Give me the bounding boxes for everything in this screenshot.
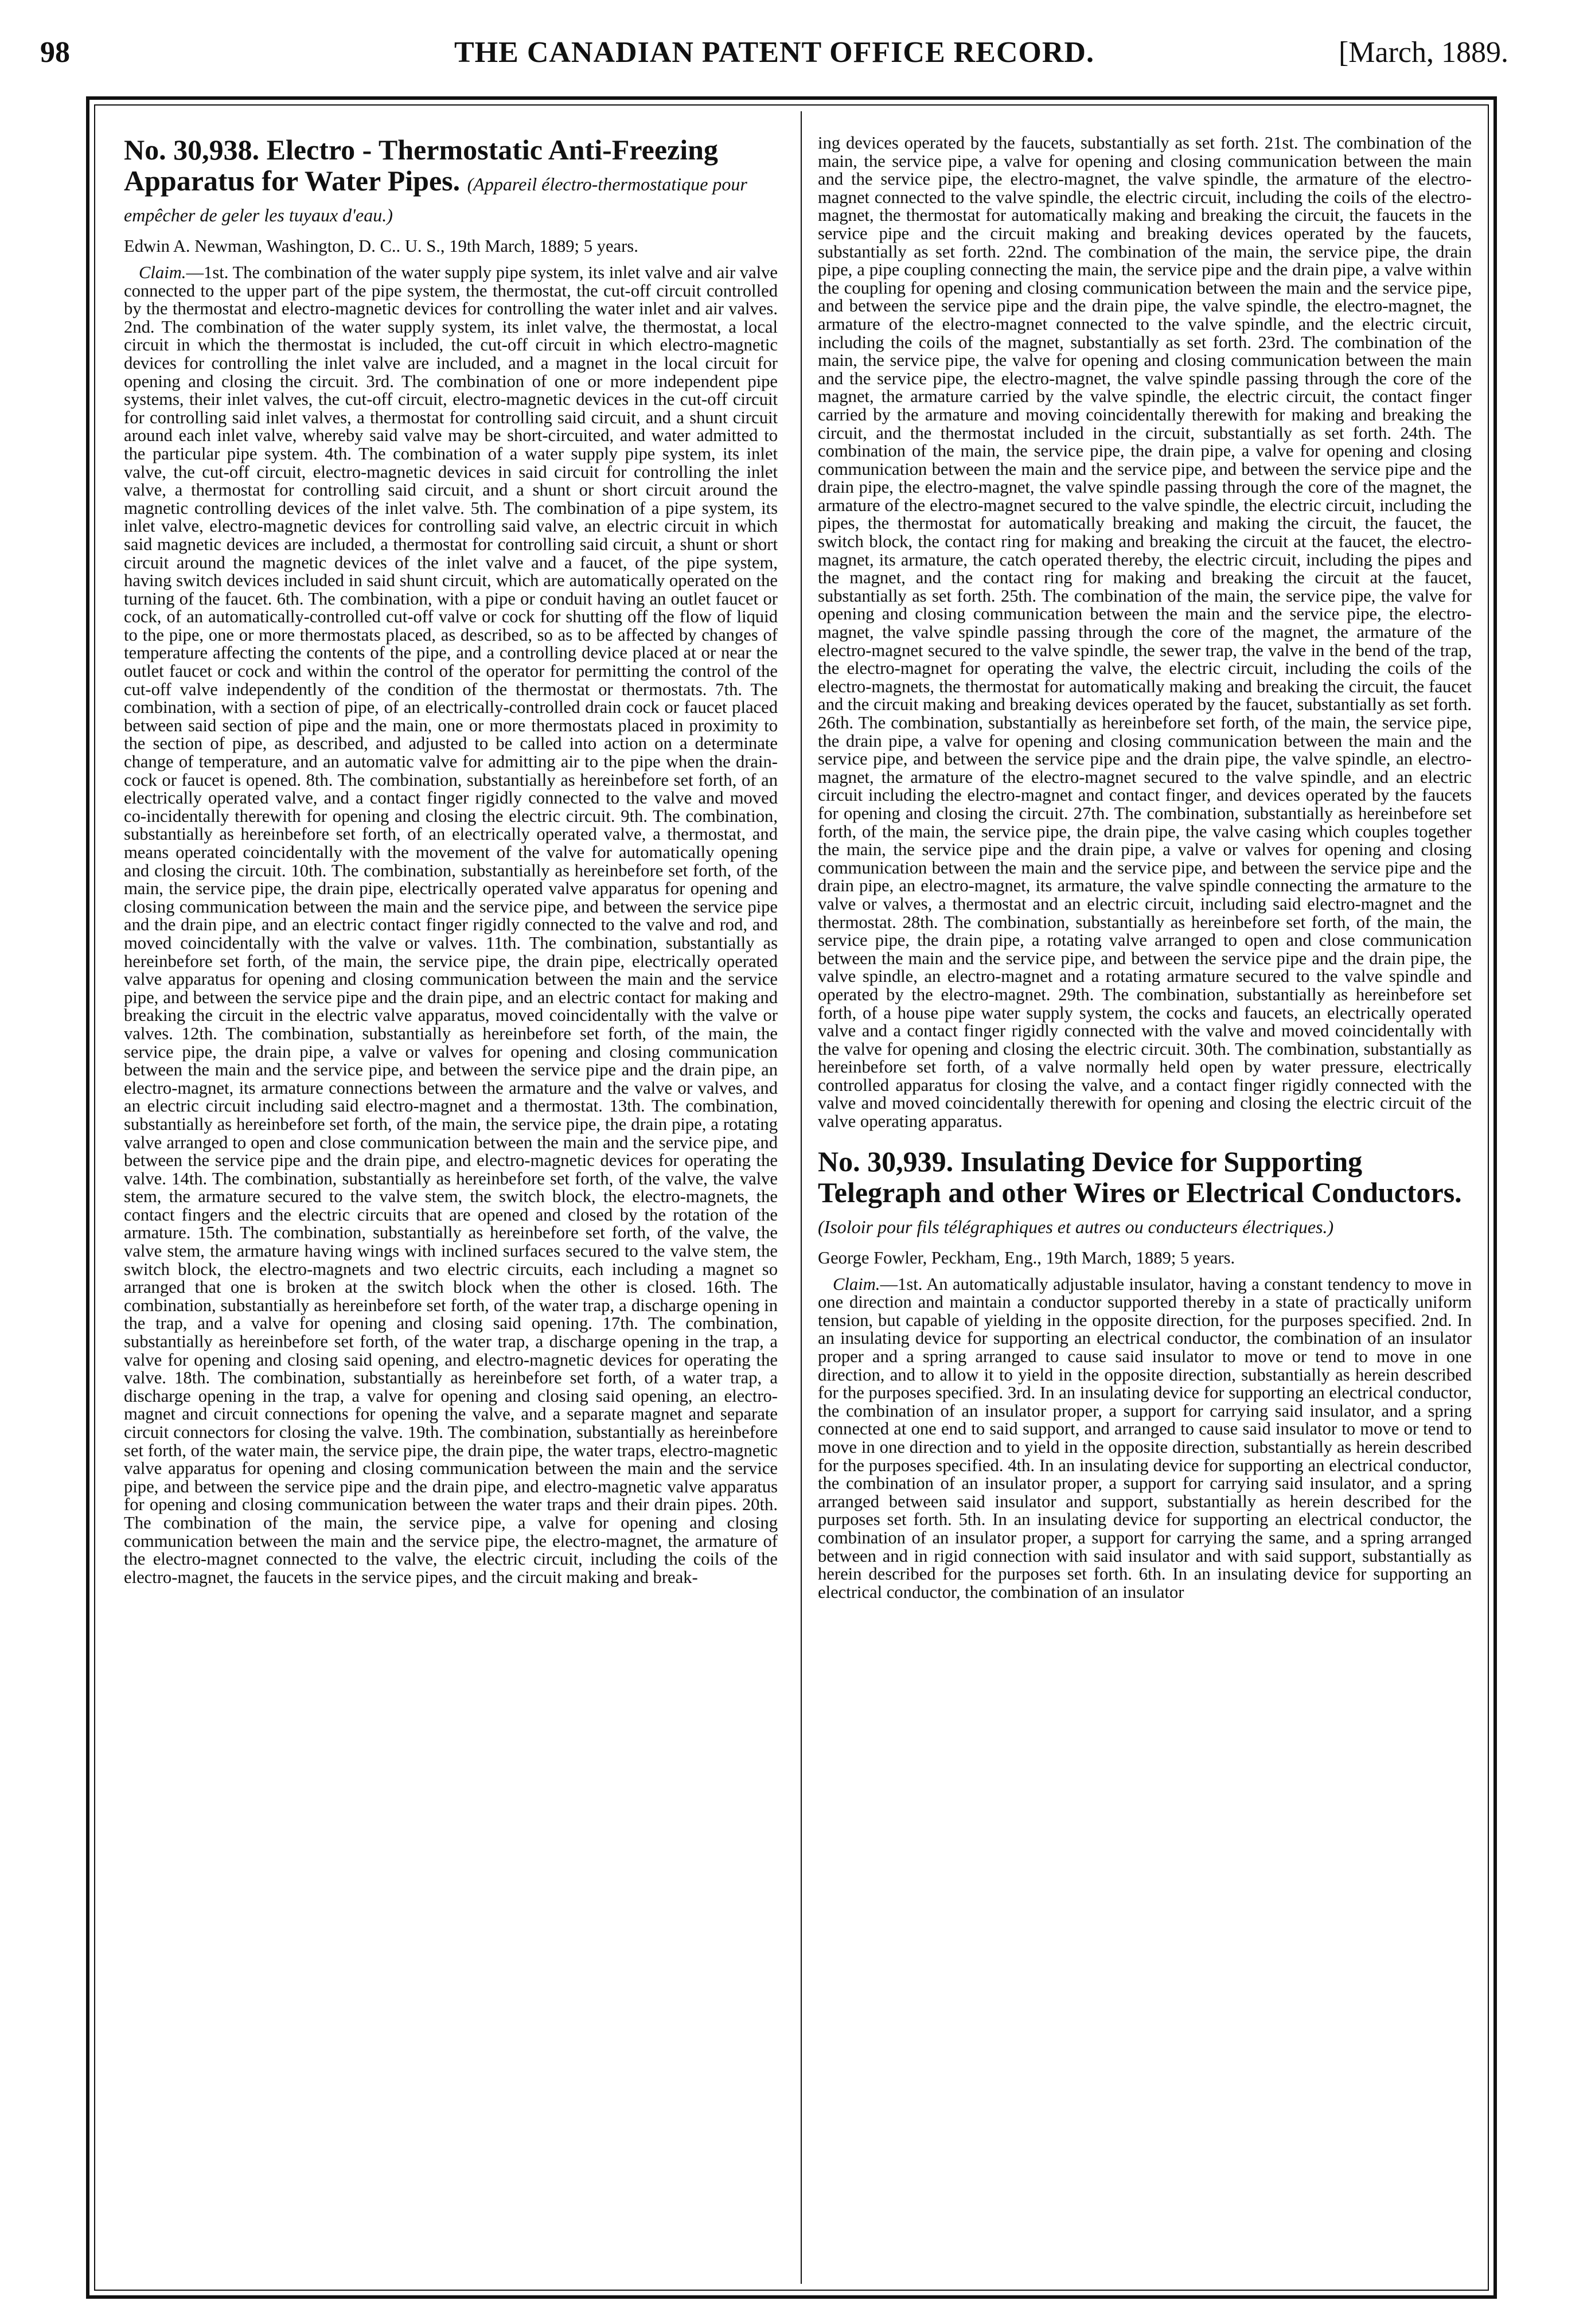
claim-label: Claim.	[139, 263, 186, 282]
page-frame	[86, 96, 1497, 2299]
patent-french-title: (Isoloir pour fils télégraphiques et autres ou conducteurs électriques.)	[818, 1216, 1334, 1237]
column-divider	[801, 111, 802, 2284]
patent-claims	[124, 264, 778, 1586]
patent-grantee: Edwin A. Newman, Washington, D. C.. U. S., 19th March, 1889; 5 years.	[124, 236, 638, 256]
claim-label: Claim.	[833, 1274, 880, 1294]
patent-number: No. 30,939.	[818, 1145, 954, 1177]
patent-claims	[818, 1276, 1472, 1602]
patent-grantee: George Fowler, Peckham, Eng., 19th March, 1889; 5 years.	[818, 1247, 1235, 1268]
claims-text: —1st. The combination of the water supply pipe system, its inlet valve and air valve connected to the upper part of the pipe system, the thermostat, the cut-off circuit controlled by the thermostat and electro-magnetic devices for controlling the water inlet and air valves. 2nd. The combination of the water supply system, its inlet valve, the thermostat, a local circuit in which the thermostat is included, the cut-off circuit in which electro-magnetic devices for controlling the inlet valve are included, and a magnet in the local circuit for opening and closing the circuit. 3rd. The combination of one or more independent pipe systems, their inlet valves, the cut-off circuit, electro-magnetic devices in the cut-off circuit for controlling said inlet valves, a thermostat for controlling said circuit, and a shunt circuit around each inlet valve, whereby said valve may be short-circuited, and water admitted to the particular pipe system. 4th. The combination of a water supply pipe system, its inlet valve, the cut-off circuit, electro-magnetic devices in said circuit for controlling the inlet valve, a thermostat for controlling said circuit, and a shunt or short circuit around the magnetic controlling devices of the inlet valve. 5th. The combination of a pipe system, its inlet valve, electro-magnetic devices for controlling said valve, an electric circuit in which said magnetic devices are included, a thermostat for controlling said circuit, a shunt or short circuit around the magnetic devices of the inlet valve and a faucet, of the pipe system, having switch devices included in said shunt circuit, which are automatically operated on the turning of the faucet. 6th. The combination, with a pipe or conduit having an outlet faucet or cock, of an automatically-controlled cut-off valve or cock for shutting off the flow of liquid to the pipe, one or more thermostats placed, as described, so as to be affected by changes of temperature affecting the contents of the pipe, and a controlling device placed at or near the outlet faucet or cock and within the control of the operator for permitting the control of the cut-off valve independently of the condition of the thermostat or thermostats. 7th. The combination, with a section of pipe, of an electrically-controlled drain cock or faucet placed between said section of pipe and the main, one or more thermostats placed in proximity to the section of pipe, as described, and adjusted to be called into action on a determinate change of temperature, and an automatic valve for admitting air to the pipe when the drain-cock or faucet is opened. 8th. The combination, substantially as hereinbefore set forth, of an electrically operated valve, and a contact finger rigidly connected to the valve and moved co-incidentally therewith for opening and closing the electric circuit. 9th. The combination, substantially as hereinbefore set forth, of an electrically operated valve, a thermostat, and means operated coincidentally with the movement of the valve for automatically opening and closing the circuit. 10th. The combination, substantially as hereinbefore set forth, of the main, the service pipe, the drain pipe, electrically operated valve apparatus for opening and closing communication between the main and the service pipe, and between the service pipe and the drain pipe, and an electric contact finger rigidly connected to the valve and rod, and moved coincidentally with the valve or valves. 11th. The combination, substantially as hereinbefore set forth, of the main, the service pipe, the drain pipe, electrically operated valve apparatus for opening and closing communication between the main and the service pipe, and between the service pipe and the drain pipe, and an electric contact for making and breaking the circuit in the electric valve apparatus, moved coincidentally with the valve or valves. 12th. The combination, substantially as hereinbefore set forth, of the main, the service pipe, the drain pipe, a valve or valves for opening and closing communication between the main and the service pipe, and between the service pipe and the drain pipe, an electro-magnet, its armature connections between the armature and the valve or valves, and an electric circuit including said electro-magnet and a thermostat. 13th. The combination, substantially as hereinbefore set forth, of the main, the service pipe, the drain pipe, a rotating valve arranged to open and close communication between the main and the service pipe, and between the service pipe and the drain pipe, and electro-magnetic devices for operating the valve. 14th. The combination, substantially as hereinbefore set forth, of the valve, the valve stem, the armature secured to the valve stem, the switch block, the electro-magnets, the contact fingers and the electric circuits that are opened and closed by the rotation of the armature. 15th. The combination, substantially as hereinbefore set forth, of the valve, the valve stem, the armature having wings with inclined surfaces secured to the valve stem, the switch block, the electro-magnets and two electric circuits, each including a magnet so arranged that one is broken at the switch block when the other is closed. 16th. The combination, substantially as hereinbefore set forth, of the water trap, a discharge opening in the trap, and a valve for opening and closing said opening. 17th. The combination, substantially as hereinbefore set forth, of the water trap, a discharge opening in the trap, a valve for opening and closing said opening, and electro-magnetic devices for operating the valve. 18th. The combination, substantially as hereinbefore set forth, of a water trap, a discharge opening in the trap, a valve for opening and closing said opening, an electro-magnet and circuit connections for opening the valve, and a separate magnet and separate circuit connectors for closing the valve. 19th. The combination, substantially as hereinbefore set forth, of the water main, the service pipe, the drain pipe, the water traps, electro-magnetic valve apparatus for opening and closing communication between the main and the service pipe, and between the service pipe and the drain pipe, and electro-magnetic valve apparatus for opening and closing communication between the water traps and their drain pipes. 20th. The combination of the main, the service pipe, a valve for opening and closing communication between the main and the service pipe, the electro-magnet, the armature of the electro-magnet connected to the valve, the electric circuit, including the coils of the electro-magnet, the faucets in the service pipes, and the circuit making and break-	[124, 263, 778, 1587]
left-column	[124, 134, 778, 1586]
issue-date: [March, 1889.	[1338, 36, 1508, 69]
patent-title: Electro - Thermostatic Anti-Freezing Apparatus for Water Pipes.	[124, 134, 718, 197]
patent-number: No. 30,938.	[124, 134, 260, 166]
patent-french-title: (Appareil électro-thermostatique pour empêcher de geler les tuyaux d'eau.)	[124, 174, 747, 225]
patent-30939	[818, 1146, 1472, 1602]
patent-claims-continued: ing devices operated by the faucets, substantially as set forth. 21st. The combination of the main, the service pipe, a valve for opening and closing communication between the main and the service pipe, the electro-magnet, the valve spindle, the armature of the electro-magnet connected to the valve spindle, the electric circuit, including the coils of the electro-magnet, the thermostat for automatically making and breaking the circuit, the faucets in the service pipe and the circuit making and breaking devices operated by the faucets, substantially as set forth. 22nd. The combination of the main, the service pipe, the drain pipe, a pipe coupling connecting the main, the service pipe and the drain pipe, a valve within the coupling for opening and closing communication between the main and the service pipe, and between the service pipe and the drain pipe, the valve spindle, the electro-magnet, the armature of the electro-magnet connected to the valve spindle, and the electric circuit, including the coils of the magnet, substantially as set forth. 23rd. The combination of the main, the service pipe, the valve for opening and closing communication between the main and the service pipe, the electro-magnet, the valve spindle passing through the core of the magnet, the armature carried by the valve spindle, the electric circuit, the contact finger carried by the armature and moving coincidentally therewith for making and breaking the circuit, and the thermostat included in the circuit, substantially as set forth. 24th. The combination of the main, the service pipe, the drain pipe, a valve for opening and closing communication between the main and the service pipe, and between the service pipe and the drain pipe, the electro-magnet, the valve spindle passing through the core of the magnet, the armature of the electro-magnet secured to the valve spindle, the electric circuit, including the pipes, the thermostat for automatically breaking and making the circuit, the faucet, the switch block, the contact ring for making and breaking the circuit at the faucet, the electro-magnet, its armature, the catch operated thereby, the electric circuit, including the pipes and the magnet, and the contact ring for making and breaking the circuit at the faucet, substantially as set forth. 25th. The combination of the main, the service pipe, the valve for opening and closing communication between the main and the service pipe, the electro-magnet, the valve spindle passing through the core of the magnet, the armature of the electro-magnet secured to the valve spindle, the sewer trap, the valve in the bend of the trap, the electro-magnet for operating the valve, the electric circuit, including the coils of the electro-magnets, the thermostat for automatically making and breaking the circuit, the faucet and the circuit making and breaking devices operated by the faucet, substantially as set forth. 26th. The combination, substantially as hereinbefore set forth, of the main, the service pipe, the drain pipe, a valve for opening and closing communication between the main and the service pipe, and between the service pipe and the drain pipe, the valve spindle, an electro-magnet, the armature of the electro-magnet secured to the valve spindle, and an electric circuit including the electro-magnet and contact finger, and devices operated by the faucets for opening and closing the circuit. 27th. The combination, substantially as hereinbefore set forth, of the main, the service pipe, the drain pipe, the valve casing which couples together the main, the service pipe and the drain pipe, a valve or valves for opening and closing communication between the main and the service pipe, and between the service pipe and the drain pipe, an electro-magnet, its armature, the valve spindle connecting the armature to the valve or valves, a thermostat and an electric circuit, including said electro-magnet and the thermostat. 28th. The combination, substantially as hereinbefore set forth, of the main, the service pipe, the drain pipe, a rotating valve arranged to open and close communication between the main and the service pipe, and between the service pipe and the drain pipe, the valve spindle, an electro-magnet and a rotating armature secured to the valve spindle and operated by the electro-magnet. 29th. The combination, substantially as hereinbefore set forth, of a house pipe water supply system, the cocks and faucets, an electrically operated valve and a contact finger rigidly connected with the valve and moved coincidentally with the valve for opening and closing the electric circuit. 30th. The combination, substantially as hereinbefore set forth, of a valve normally held open by water pressure, electrically controlled apparatus for closing the valve, and a contact finger rigidly connected with the valve and moved coincidentally therewith for opening and closing the electric circuit of the valve operating apparatus.	[818, 133, 1472, 1132]
patent-heading-30939	[818, 1146, 1472, 1239]
page-header	[40, 36, 1508, 76]
right-column	[818, 134, 1472, 1601]
page-number: 98	[40, 36, 70, 69]
claims-text: —1st. An automatically adjustable insulator, having a constant tendency to move in one direction and maintain a conductor supported thereby in a state of practically uniform tension, but capable of yielding in the opposite direction, for the purposes specified. 2nd. In an insulating device for supporting an electrical conductor, the combination of an insulator proper and a spring arranged to cause said insulator to move or tend to move in one direction, and to allow it to yield in the opposite direction, substantially as herein described for the purposes specified. 3rd. In an insulating device for supporting an electrical conductor, the combination of an insulator proper, a support for carrying said insulator, and a spring connected at one end to said support, and arranged to cause said insulator to move or tend to move in one direction and to yield in the opposite direction, substantially as herein described for the purposes specified. 4th. In an insulating device for supporting an electrical conductor, the combination of an insulator proper, a support for carrying said insulator, and a spring arranged between said insulator and support, substantially as herein described for the purposes set forth. 5th. In an insulating device for supporting an electrical conductor, the combination of an insulator proper, a support for carrying the same, and a spring arranged between and in rigid connection with said insulator and with said support, substantially as herein described for the purposes set forth. 6th. In an insulating device for supporting an electrical conductor, the combination of an insulator	[818, 1274, 1472, 1602]
journal-title: THE CANADIAN PATENT OFFICE RECORD.	[454, 36, 1094, 69]
patent-title: Insulating Device for Supporting Telegraph and other Wires or Electrical Conductors.	[818, 1145, 1462, 1208]
patent-heading-30938	[124, 134, 778, 227]
